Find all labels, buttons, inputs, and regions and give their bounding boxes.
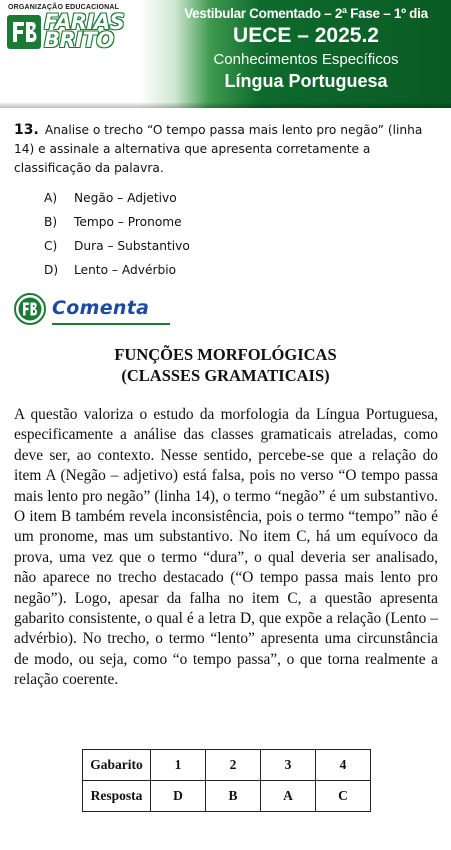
- page-header: [0, 0, 451, 108]
- table-row: [83, 750, 371, 781]
- question-number-cell: 3: [261, 750, 316, 781]
- question-number-cell: 1: [151, 750, 206, 781]
- answer-key-table: [82, 749, 371, 812]
- option-letter: C): [44, 239, 58, 253]
- header-titles: [171, 6, 441, 93]
- fb-monogram-icon: [6, 14, 42, 50]
- answer-options: [44, 186, 344, 282]
- option-letter: A): [44, 191, 58, 205]
- option-letter: D): [44, 263, 59, 277]
- header-divider: [0, 103, 451, 108]
- answer-cell: C: [316, 781, 371, 812]
- comenta-label: Comenta: [52, 297, 150, 319]
- option-b: [44, 210, 344, 234]
- answer-cell: A: [261, 781, 316, 812]
- logo-word-brito: BRITO: [44, 28, 114, 52]
- option-text: Lento – Advérbio: [74, 263, 177, 277]
- option-text: Negão – Adjetivo: [74, 191, 177, 205]
- option-a: [44, 186, 344, 210]
- question-number-cell: 2: [206, 750, 261, 781]
- option-text: Dura – Substantivo: [74, 239, 190, 253]
- farias-brito-logo: [6, 4, 146, 54]
- logo-org-label: ORGANIZAÇÃO EDUCACIONAL: [8, 4, 120, 11]
- comment-title-line1: FUNÇÕES MORFOLÓGICAS: [114, 345, 337, 364]
- table-row: [83, 781, 371, 812]
- comenta-underline: [52, 323, 170, 325]
- question-statement: [14, 121, 442, 178]
- table-answer-label: Resposta: [83, 781, 151, 812]
- option-d: [44, 258, 344, 282]
- comment-title: [0, 344, 451, 386]
- logo-wordmark: [44, 10, 125, 52]
- comenta-badge: [14, 293, 174, 327]
- comment-paragraph: A questão valoriza o estudo da morfologia da Língua Portuguesa, especificamente a análise das classes gramaticais atreladas, como deve ser, ao contexto. Nesse sentido, percebe-se que a relação do item A (Negão – adjetivo) está falsa, pois no verso “O tempo passa mais lento pro negão” (linha 14), o termo “negão” é um substantivo. O item B também revela inconsistência, pois o termo “tempo” não é um pronome, mas um substantivo. No item C, há um equívoco da prova, uma vez que o termo “dura”, o qual deveria ser analisado, não aparece no trecho destacado (“O tempo passa mais lento pro negão”). Logo, apesar da falha no item C, a questão apresenta gabarito consistente, o qual é a letra D, que expõe a relação (Lento – advérbio). No trecho, o termo “lento” apresenta uma circunstância de modo, ou seja, como “o tempo passa”, o que torna realmente a relação coerente.: [14, 406, 438, 689]
- answer-cell: B: [206, 781, 261, 812]
- logo-word-farias: FARIAS: [44, 10, 125, 34]
- option-letter: B): [44, 215, 58, 229]
- option-text: Tempo – Pronome: [74, 215, 182, 229]
- fb-circle-logo-icon: [14, 293, 46, 325]
- answer-cell: D: [151, 781, 206, 812]
- question-number-cell: 4: [316, 750, 371, 781]
- question-number: 13.: [14, 122, 39, 138]
- question-prompt: Analise o trecho “O tempo passa mais lento pro negão” (linha 14) e assinale a alternativa que apresenta corretamente a classificação da palavra.: [14, 123, 423, 175]
- comment-title-line2: (CLASSES GRAMATICAIS): [121, 366, 330, 385]
- option-c: [44, 234, 344, 258]
- exam-title: UECE – 2025.2: [233, 24, 379, 47]
- exam-line: Vestibular Comentado – 2ª Fase – 1º dia: [184, 6, 428, 21]
- table-header-label: Gabarito: [83, 750, 151, 781]
- subject-title: Língua Portuguesa: [224, 71, 388, 91]
- subject-area: Conhecimentos Específicos: [213, 51, 399, 68]
